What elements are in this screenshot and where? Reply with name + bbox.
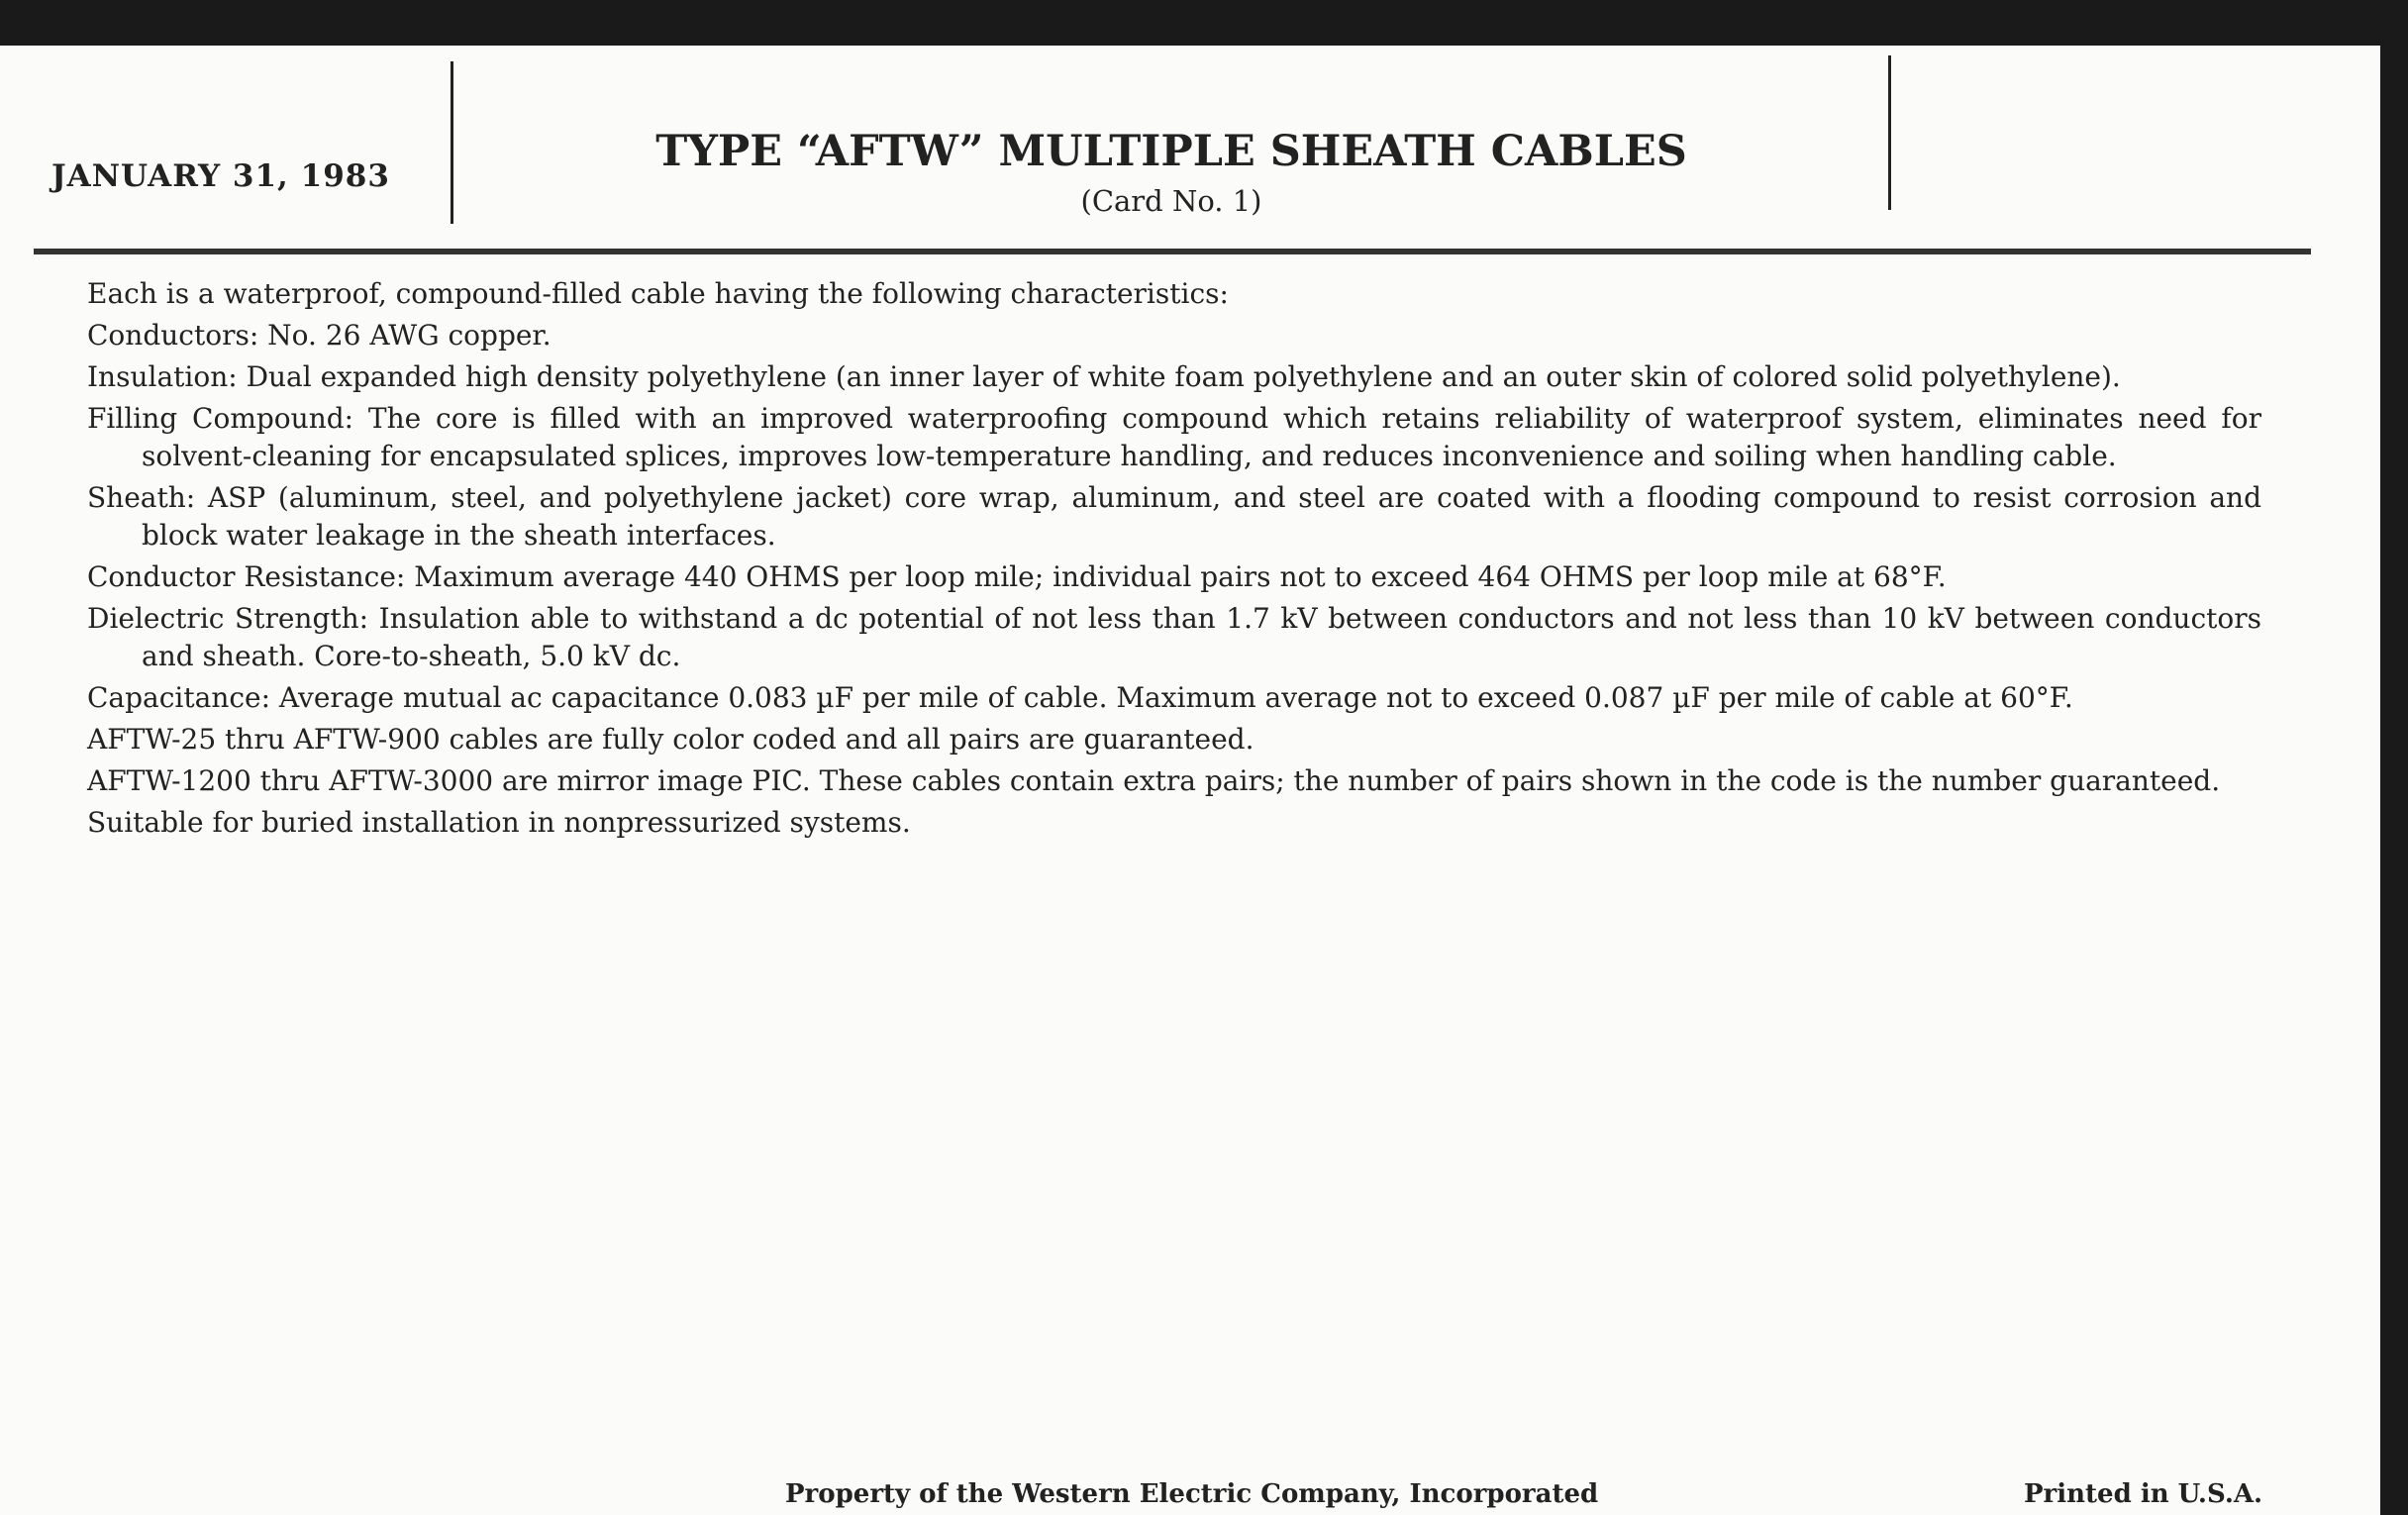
paragraph-sheath: Sheath: ASP (aluminum, steel, and polyethylene jacket) core wrap, aluminum, and steel are coated with a flooding compound to resist corrosion and block water leakage in the sheath interfaces.	[87, 481, 2261, 552]
paragraph-color-coded: AFTW-25 thru AFTW-900 cables are fully color coded and all pairs are guaranteed.	[87, 723, 1254, 756]
document-date: JANUARY 31, 1983	[51, 158, 390, 194]
header-divider-left	[451, 61, 453, 224]
paragraph-suitable: Suitable for buried installation in nonpressurized systems.	[87, 806, 911, 839]
header-rule	[34, 249, 2311, 254]
document-card	[0, 46, 2380, 1515]
paragraph-insulation: Insulation: Dual expanded high density polyethylene (an inner layer of white foam polyethylene and an outer skin of colored solid polyethylene).	[87, 360, 2121, 393]
paragraph-dielectric-strength: Dielectric Strength: Insulation able to withstand a dc potential of not less than 1.7 kV between conductors and not less than 10 kV between conductors and sheath. Core-to-sheath, 5.0 kV dc.	[87, 602, 2261, 672]
document-body	[87, 275, 2261, 846]
paragraph-conductor-resistance: Conductor Resistance: Maximum average 440 OHMS per loop mile; individual pairs not to exceed 464 OHMS per loop mile at 68°F.	[87, 560, 1947, 593]
paragraph-mirror-image: AFTW-1200 thru AFTW-3000 are mirror image PIC. These cables contain extra pairs; the number of pairs shown in the code is the number guaranteed.	[87, 764, 2221, 797]
header-divider-right	[1888, 55, 1891, 210]
document-subtitle: (Card No. 1)	[1080, 184, 1262, 218]
paragraph-filling-compound: Filling Compound: The core is filled with an improved waterproofing compound which retains reliability of waterproof system, eliminates need for solvent-cleaning for encapsulated splices, improves low-temperature handling, and reduces inconvenience and soiling when handling cable.	[87, 402, 2261, 472]
paragraph-intro: Each is a waterproof, compound-filled cable having the following characteristics:	[87, 277, 1229, 310]
paragraph-conductors: Conductors: No. 26 AWG copper.	[87, 319, 552, 352]
footer-printed: Printed in U.S.A.	[2024, 1479, 2263, 1509]
footer-property: Property of the Western Electric Company, Incorporated	[785, 1479, 1599, 1509]
document-title: TYPE “AFTW” MULTIPLE SHEATH CABLES	[655, 127, 1687, 176]
paragraph-capacitance: Capacitance: Average mutual ac capacitance 0.083 µF per mile of cable. Maximum average not to exceed 0.087 µF per mile of cable at 60°F.	[87, 681, 2073, 714]
